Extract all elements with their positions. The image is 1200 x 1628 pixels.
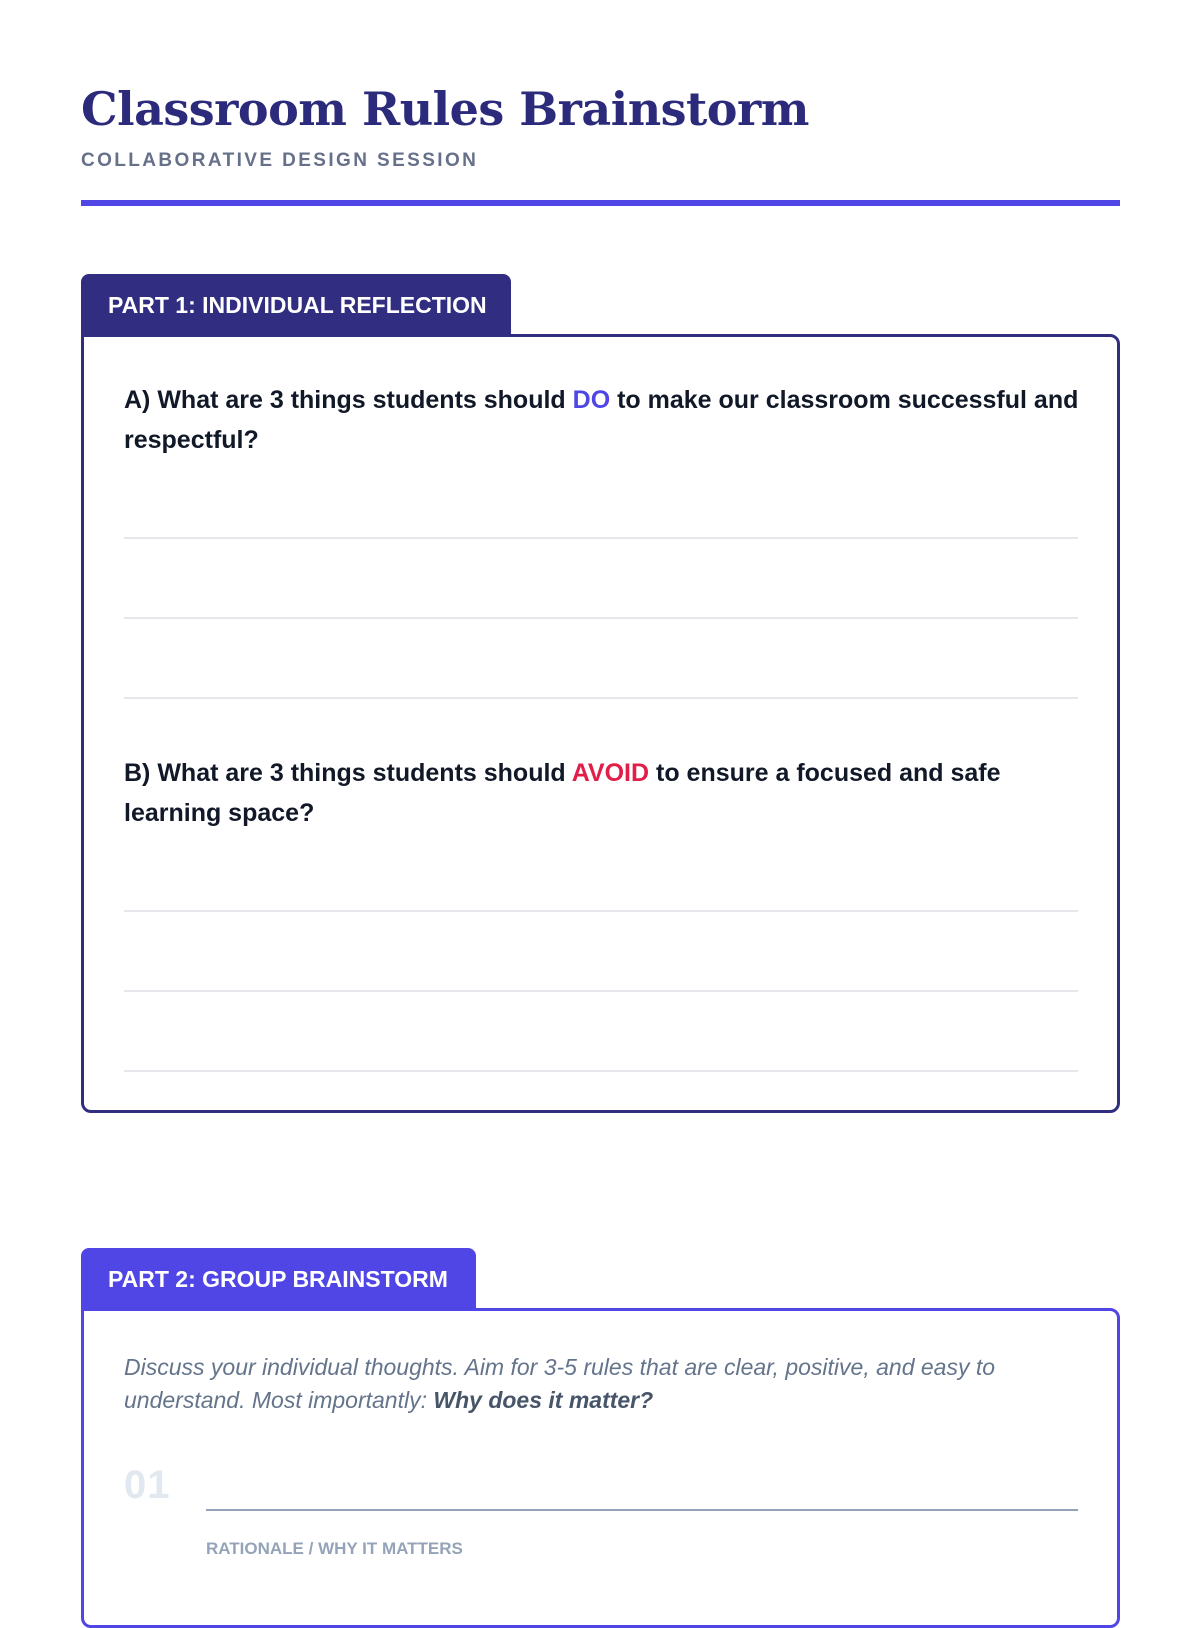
question-a-prefix: A) What are 3 things students should: [124, 386, 573, 414]
instructions-emphasis: Why does it matter?: [433, 1387, 654, 1413]
answer-line-a1[interactable]: [124, 537, 1078, 539]
answer-line-b2[interactable]: [124, 990, 1078, 992]
page-title: Classroom Rules Brainstorm: [81, 82, 809, 136]
answer-line-a2[interactable]: [124, 617, 1078, 619]
instructions-text: Discuss your individual thoughts. Aim for 3-5 rules that are clear, positive, and easy to understand. Most importantly:: [124, 1354, 996, 1413]
question-a-keyword: DO: [572, 386, 611, 414]
question-a-suffix: to make our classroom successful and respectful?: [124, 386, 1079, 454]
question-a: [124, 380, 1084, 460]
question-b-prefix: B) What are 3 things students should: [124, 759, 572, 787]
rationale-label: RATIONALE / WHY IT MATTERS: [206, 1539, 463, 1558]
header-divider: [81, 200, 1120, 206]
page-subtitle: COLLABORATIVE DESIGN SESSION: [81, 150, 479, 171]
rule-input-line[interactable]: [206, 1509, 1078, 1511]
answer-line-a3[interactable]: [124, 697, 1078, 699]
part1-section: [81, 334, 1120, 1113]
question-b-suffix: to ensure a focused and safe learning space?: [124, 759, 1001, 827]
rule-number: 01: [124, 1463, 171, 1507]
answer-line-b3[interactable]: [124, 1070, 1078, 1072]
group-instructions: [124, 1351, 1084, 1417]
part1-tab: PART 1: INDIVIDUAL REFLECTION: [81, 274, 511, 336]
question-b: [124, 753, 1084, 833]
answer-line-b1[interactable]: [124, 910, 1078, 912]
part2-section: [81, 1308, 1120, 1628]
question-b-keyword: AVOID: [571, 759, 650, 787]
part2-tab: PART 2: GROUP BRAINSTORM: [81, 1248, 476, 1310]
